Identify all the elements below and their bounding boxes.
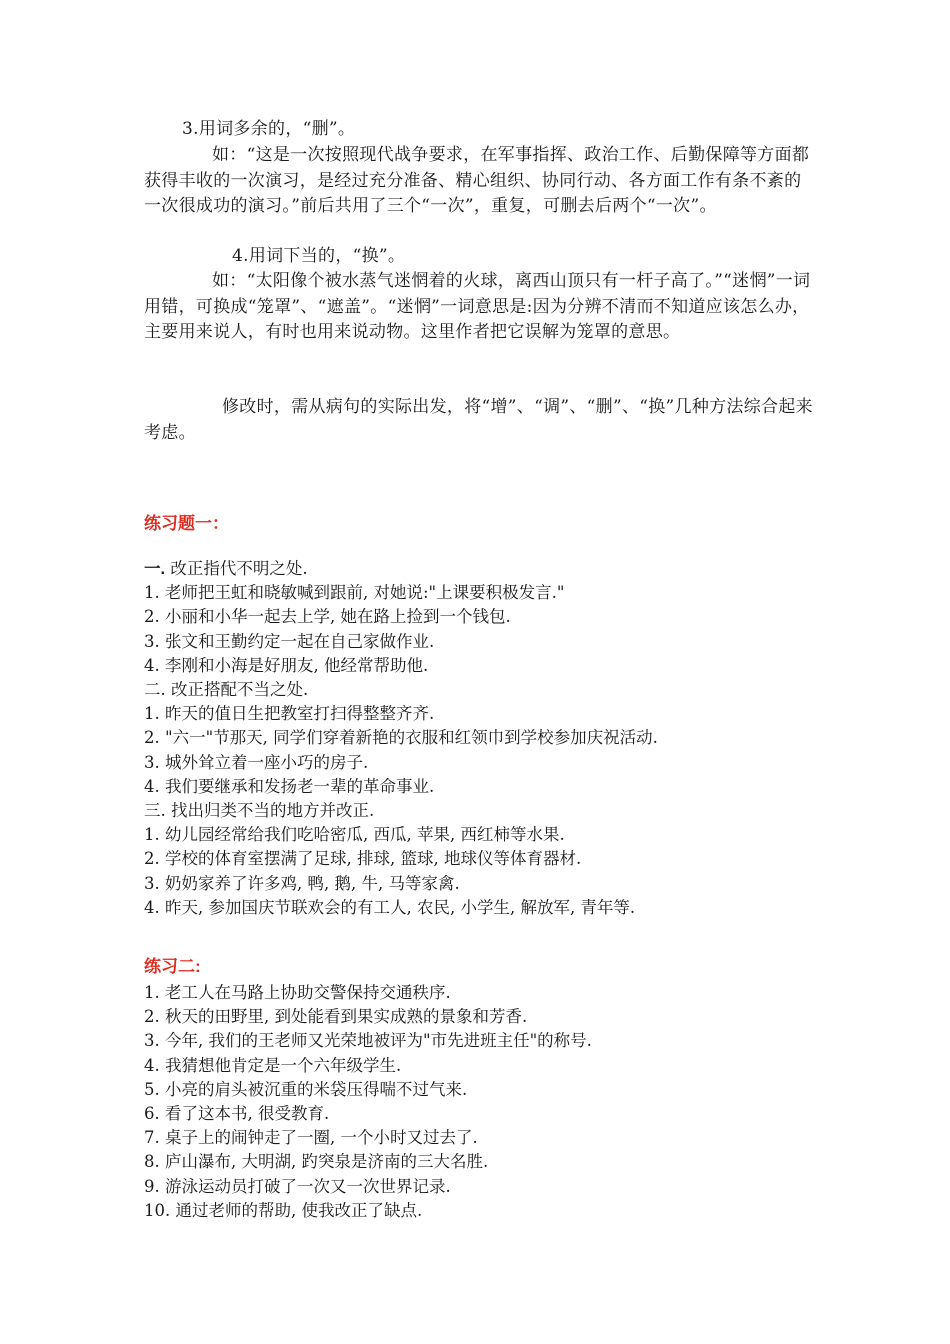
list-item: 5. 小亮的肩头被沉重的米袋压得喘不过气来. (144, 1079, 468, 1099)
list-item: 4. 李刚和小海是好朋友, 他经常帮助他. (144, 655, 429, 675)
list-item: 9. 游泳运动员打破了一次又一次世界记录. (144, 1176, 451, 1196)
exercise-1-title: 练习题一： (144, 514, 229, 533)
list-item: 1. 昨天的值日生把教室打扫得整整齐齐. (144, 704, 435, 724)
list-item: 10. 通过老师的帮助, 使我改正了缺点. (144, 1200, 423, 1220)
list-item: 三. 找出归类不当的地方并改正. (144, 801, 375, 821)
list-item-lead: 一. (144, 560, 166, 578)
list-item: 1. 老工人在马路上协助交警保持交通秩序. (144, 983, 451, 1002)
exercise-1-list (144, 557, 824, 920)
list-item: 3. 张文和王勤约定一起在自己家做作业. (144, 631, 435, 651)
list-item: 1. 幼儿园经常给我们吃哈密瓜, 西瓜, 苹果, 西红柿等水果. (144, 825, 565, 845)
exercise-2-list (144, 981, 824, 1223)
list-item: 4. 我猜想他肯定是一个六年级学生. (144, 1055, 402, 1075)
list-item: 7. 桌子上的闹钟走了一圈, 一个小时又过去了. (144, 1128, 478, 1148)
list-item: 4. 昨天, 参加国庆节联欢会的有工人, 农民, 小学生, 解放军, 青年等. (144, 897, 636, 917)
method-4-example: 如：“太阳像个被水蒸气迷惘着的火球，离西山顶只有一杆子高了。”“迷惘”一词用错，可换成“笼罩”、“遮盖”。“迷惘”一词意思是:因为分辨不清而不知道应该怎么办，主要用来说人，有时也用来说动物。这里作者把它误解为笼罩的意思。 (144, 271, 811, 342)
list-item: 3. 奶奶家养了许多鸡, 鸭, 鹅, 牛, 马等家禽. (144, 873, 460, 893)
list-item: 2. 秋天的田野里, 到处能看到果实成熟的景象和芳香. (144, 1007, 528, 1027)
exercise-2-title: 练习二: (144, 957, 201, 976)
summary-paragraph: 修改时，需从病句的实际出发，将“增”、“调”、“删”、“换”几种方法综合起来考虑。 (144, 397, 813, 443)
method-3-heading: 3.用词多余的，“删”。 (182, 119, 356, 139)
list-item: 8. 庐山瀑布, 大明湖, 趵突泉是济南的三大名胜. (144, 1152, 489, 1172)
list-item: 1. 老师把王虹和晓敏喊到跟前, 对她说:"上课要积极发言." (144, 583, 565, 603)
method-3-example: 如：“这是一次按照现代战争要求，在军事指挥、政治工作、后勤保障等方面都获得丰收的一次演习，是经过充分准备、精心组织、协同行动、各方面工作有条不紊的一次很成功的演习。”前后共用了三个“一次”，重复，可删去后两个“一次”。 (144, 145, 810, 216)
list-item: 2. 小丽和小华一起去上学, 她在路上捡到一个钱包. (144, 607, 511, 627)
method-4-heading: 4.用词下当的，“换”。 (232, 246, 406, 266)
list-item: 6. 看了这本书, 很受教育. (144, 1104, 330, 1124)
list-item: 4. 我们要继承和发扬老一辈的革命事业. (144, 776, 435, 796)
list-item: 2. 学校的体育室摆满了足球, 排球, 篮球, 地球仪等体育器材. (144, 849, 582, 869)
list-item: 二. 改正搭配不当之处. (144, 680, 309, 700)
list-item: 3. 城外耸立着一座小巧的房子. (144, 752, 369, 772)
list-item: 2. "六一"节那天, 同学们穿着新艳的衣服和红领巾到学校参加庆祝活动. (144, 728, 658, 748)
list-item: 一. 改正指代不明之处. (144, 559, 308, 578)
list-item: 3. 今年, 我们的王老师又光荣地被评为"市先进班主任"的称号. (144, 1031, 592, 1051)
